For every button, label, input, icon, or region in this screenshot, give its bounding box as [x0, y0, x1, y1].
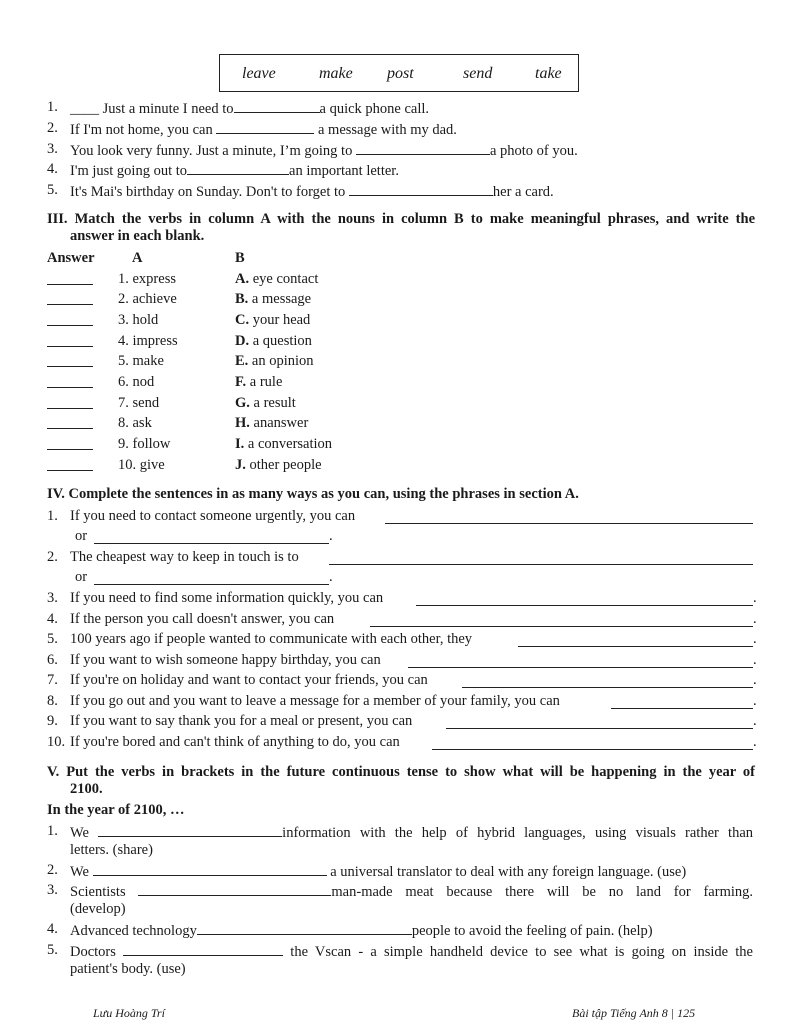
verb: 7. send [118, 395, 160, 411]
item-text: If you're bored and can't think of anything to do, you can [70, 734, 400, 750]
answer-blank[interactable] [234, 99, 320, 113]
word-box [219, 54, 579, 92]
period: . [753, 713, 757, 729]
item-number: 4. [47, 921, 58, 937]
item-text-before: If I'm not home, you can [70, 122, 213, 138]
verb: 5. make [118, 353, 164, 369]
answer-blank[interactable] [385, 510, 753, 524]
noun-text: other people [245, 457, 322, 473]
noun [235, 457, 322, 474]
answer-blank[interactable] [187, 161, 289, 175]
item-number: 10. [47, 734, 66, 750]
item-text-before: I'm just going out to [70, 163, 188, 179]
answer-blank[interactable] [47, 353, 93, 367]
item-text-before: It's Mai's birthday on Sunday. Don't to forget to [70, 184, 346, 200]
noun-letter: B. [235, 291, 249, 307]
item-text: If you need to contact someone urgently, you can [70, 508, 356, 524]
answer-blank[interactable] [47, 312, 93, 326]
period: . [753, 611, 757, 627]
period: . [753, 672, 757, 688]
answer-blank[interactable] [216, 120, 314, 134]
noun [235, 291, 311, 308]
word-box-item: post [387, 65, 414, 82]
item-text: If the person you call doesn't answer, you can [70, 611, 335, 627]
verb: 9. follow [118, 436, 171, 452]
item-text-before: We [70, 825, 89, 841]
section-title-line: 2100. [70, 781, 103, 797]
answer-blank[interactable] [370, 613, 753, 627]
item-text: If you go out and you want to leave a message for a member of your family, you can [70, 693, 560, 709]
column-a-header: A [132, 250, 143, 266]
section-title-line: III. Match the verbs in column A with the nouns in column B to make meaningful phrases, and write the [47, 211, 755, 227]
noun [235, 436, 332, 453]
answer-blank[interactable] [123, 942, 283, 956]
noun [235, 333, 312, 350]
item-text: If you need to find some information quickly, you can [70, 590, 384, 606]
answer-blank[interactable] [138, 882, 331, 896]
noun [235, 374, 282, 391]
answer-blank[interactable] [408, 654, 753, 668]
item-text-continued: letters. (share) [70, 842, 153, 858]
column-b-header: B [235, 250, 245, 266]
noun-letter: J. [235, 457, 246, 473]
item-text-before: We [70, 864, 89, 880]
item-text: 100 years ago if people wanted to communicate with each other, they [70, 631, 473, 647]
period: . [753, 590, 757, 606]
section-title: IV. Complete the sentences in as many ways as you can, using the phrases in section A. [47, 486, 579, 502]
item-number: 2. [47, 120, 58, 136]
item-text-before: Scientists [70, 884, 126, 900]
item-text-before: Advanced technology [70, 923, 197, 939]
noun [235, 415, 308, 432]
noun-letter: D. [235, 333, 250, 349]
answer-column-header: Answer [47, 250, 95, 266]
period: . [329, 569, 333, 585]
item-number: 3. [47, 590, 58, 606]
item-number: 7. [47, 672, 58, 688]
verb: 10. give [118, 457, 165, 473]
item-number: 4. [47, 611, 58, 627]
answer-blank[interactable] [432, 736, 753, 750]
verb: 4. impress [118, 333, 178, 349]
item-text [70, 882, 753, 918]
period: . [753, 734, 757, 750]
item-number: 3. [47, 882, 58, 898]
answer-blank[interactable] [47, 436, 93, 450]
item-text-before: You look very funny. Just a minute, I’m going to [70, 143, 353, 159]
item-text-after: a message with my dad. [314, 122, 457, 138]
word-box-item: make [319, 65, 353, 82]
answer-blank[interactable] [446, 715, 753, 729]
item-text-before: Doctors [70, 944, 116, 960]
noun [235, 271, 318, 288]
answer-blank[interactable] [349, 182, 493, 196]
period: . [753, 693, 757, 709]
noun [235, 312, 310, 329]
item-text-after: a quick phone call. [319, 101, 430, 117]
item-text-after: a photo of you. [489, 143, 578, 159]
period: . [753, 652, 757, 668]
item-number: 2. [47, 549, 58, 565]
item-text-continued: patient's body. (use) [70, 961, 186, 977]
answer-blank[interactable] [47, 457, 93, 471]
footer-author: Lưu Hoàng Trí [93, 1006, 165, 1020]
answer-blank[interactable] [93, 862, 327, 876]
noun-text: an opinion [248, 353, 314, 369]
noun-text: eye contact [249, 271, 319, 287]
item-number: 3. [47, 141, 58, 157]
section-title [47, 211, 755, 245]
noun-letter: F. [235, 374, 247, 390]
noun-text: a conversation [244, 436, 333, 452]
noun-text: ananswer [249, 415, 309, 431]
answer-blank[interactable] [98, 823, 282, 837]
item-text [70, 141, 578, 160]
verb: 6. nod [118, 374, 155, 390]
item-text [70, 161, 399, 180]
answer-blank[interactable] [462, 674, 753, 688]
item-number: 4. [47, 161, 58, 177]
item-text-after: information with the help of hybrid languages, using visuals rather than [282, 825, 754, 841]
noun-letter: A. [235, 271, 250, 287]
noun-text: a result [249, 395, 296, 411]
item-text-continued: (develop) [70, 901, 126, 917]
word-box-item: send [463, 65, 493, 82]
section-subhead: In the year of 2100, … [47, 802, 185, 818]
item-text [70, 182, 554, 201]
word-box-item: leave [242, 65, 276, 82]
item-text: If you want to say thank you for a meal or present, you can [70, 713, 413, 729]
item-number: 6. [47, 652, 58, 668]
verb: 8. ask [118, 415, 152, 431]
section-title [47, 764, 755, 798]
verb: 3. hold [118, 312, 159, 328]
answer-blank[interactable] [47, 333, 93, 347]
noun [235, 353, 314, 370]
item-text-after: her a card. [492, 184, 554, 200]
verb: 1. express [118, 271, 176, 287]
answer-blank[interactable] [94, 530, 329, 544]
answer-blank[interactable] [47, 374, 93, 388]
answer-blank[interactable] [197, 921, 412, 935]
noun-text: a question [249, 333, 312, 349]
section-title-line: V. Put the verbs in brackets in the future continuous tense to show what will be happening in the year of [47, 764, 755, 780]
item-text [70, 921, 653, 940]
answer-blank[interactable] [94, 571, 329, 585]
noun-text: a rule [246, 374, 283, 390]
answer-blank[interactable] [518, 633, 753, 647]
noun-letter: G. [235, 395, 250, 411]
answer-blank[interactable] [47, 415, 93, 429]
item-number: 5. [47, 942, 58, 958]
section-title-line: answer in each blank. [70, 228, 205, 244]
item-text: If you're on holiday and want to contact your friends, you can [70, 672, 428, 688]
footer-page-info: Bài tập Tiếng Anh 8 | 125 [572, 1006, 696, 1020]
item-text [70, 862, 686, 881]
verb: 2. achieve [118, 291, 177, 307]
item-number: 9. [47, 713, 58, 729]
item-text: If you want to wish someone happy birthday, you can [70, 652, 381, 668]
item-text-after: the Vscan - a simple handheld device to see what is going on inside the [283, 944, 753, 960]
period: . [329, 528, 333, 544]
item-text [70, 120, 457, 139]
item-text [70, 99, 429, 118]
item-text [70, 823, 753, 859]
noun-text: your head [249, 312, 311, 328]
answer-blank[interactable] [47, 395, 93, 409]
item-text [70, 942, 753, 978]
noun-text: a message [248, 291, 312, 307]
answer-blank[interactable] [356, 141, 490, 155]
item-number: 5. [47, 631, 58, 647]
item-number: 2. [47, 862, 58, 878]
item-number: 1. [47, 508, 58, 524]
item-text-after: man-made meat because there will be no land for farming. [331, 884, 753, 900]
item-text-after: a universal translator to deal with any foreign language. (use) [326, 864, 687, 880]
noun-letter: I. [235, 436, 245, 452]
noun [235, 395, 296, 412]
noun-letter: C. [235, 312, 250, 328]
item-text-after: an important letter. [289, 163, 399, 179]
item-text: The cheapest way to keep in touch is to [70, 549, 299, 565]
answer-blank[interactable] [329, 551, 753, 565]
answer-blank[interactable] [47, 271, 93, 285]
or-label: or [75, 569, 88, 585]
item-number: 1. [47, 99, 58, 115]
item-number: 1. [47, 823, 58, 839]
noun-letter: E. [235, 353, 249, 369]
item-number: 8. [47, 693, 58, 709]
answer-blank[interactable] [47, 291, 93, 305]
period: . [753, 631, 757, 647]
item-text-before: ____ Just a minute I need to [70, 101, 234, 117]
item-number: 5. [47, 182, 58, 198]
noun-letter: H. [235, 415, 250, 431]
item-text-after: people to avoid the feeling of pain. (help) [411, 923, 653, 939]
answer-blank[interactable] [416, 592, 753, 606]
answer-blank[interactable] [611, 695, 753, 709]
word-box-item: take [535, 65, 562, 82]
or-label: or [75, 528, 88, 544]
